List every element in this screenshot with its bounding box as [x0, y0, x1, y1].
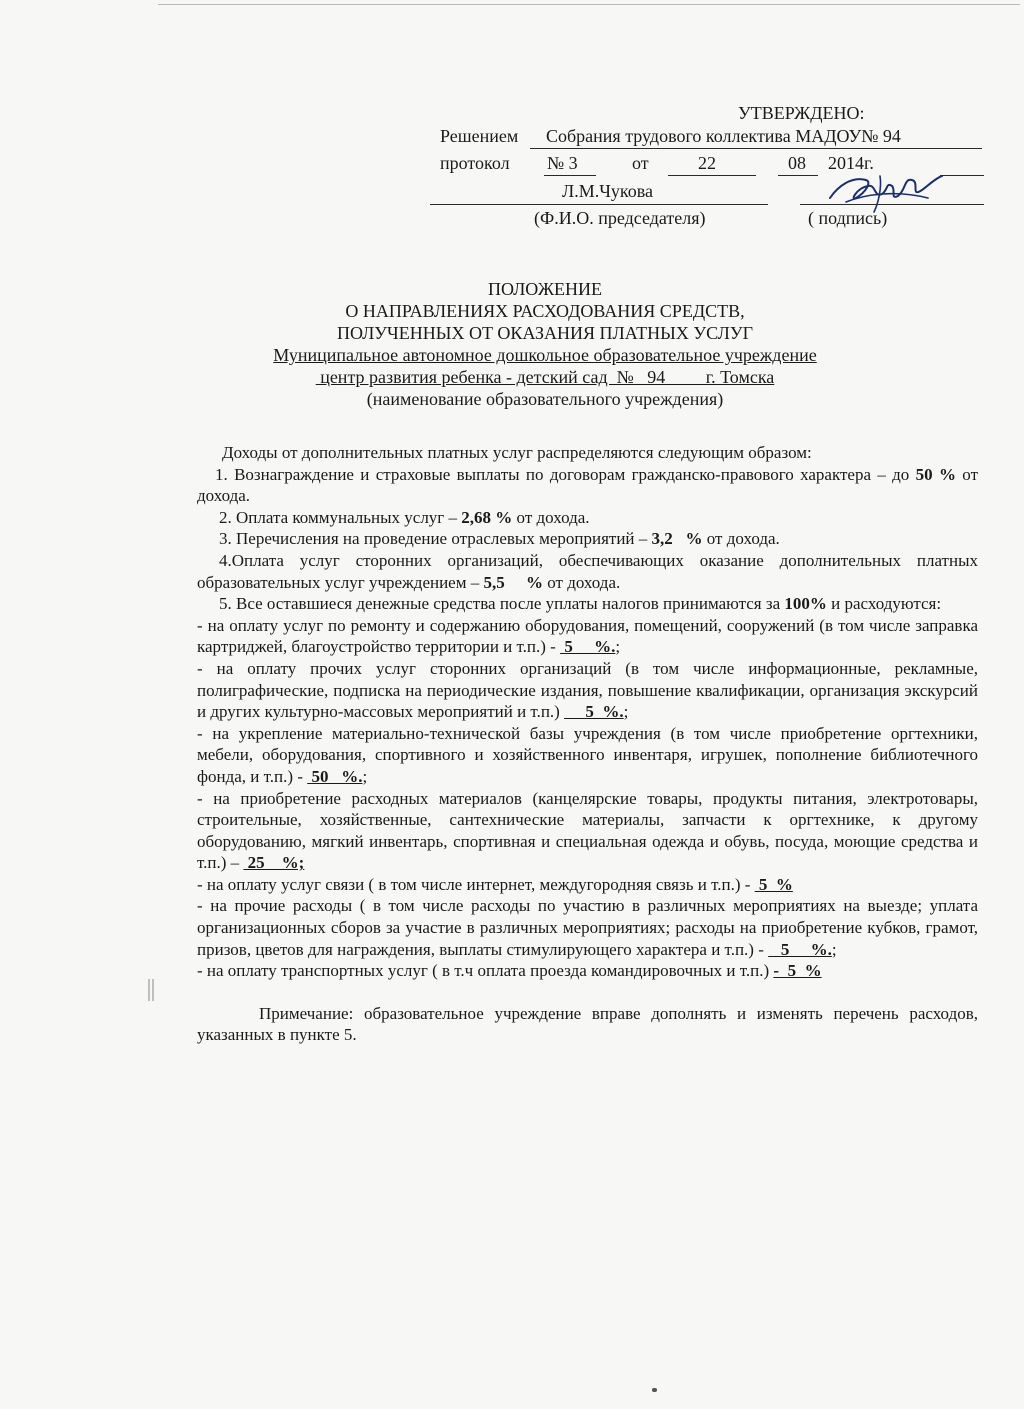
approved-heading: УТВЕРЖДЕНО:: [738, 103, 865, 123]
item-5: [197, 593, 978, 615]
document-body: [197, 442, 978, 1046]
sub-item-other-services-value: 5 %.: [564, 702, 624, 722]
item-2: [197, 507, 978, 529]
handwritten-signature: [826, 168, 946, 218]
sub-item-material-base-value: 50 %.: [307, 766, 363, 786]
item-4-value: 5,5 %: [483, 572, 543, 592]
institution-caption: (наименование образовательного учреждения): [366, 389, 724, 409]
item-2-value: 2,68 %: [461, 507, 513, 527]
sub-item-other-expenses: [197, 895, 978, 960]
date-year: 2014г.: [828, 153, 874, 173]
item-3-tail: от дохода.: [702, 529, 780, 549]
date-month: 08: [788, 153, 806, 173]
sub-item-other-services-text: - на оплату прочих услуг сторонних организаций (в том числе информационные, рекламные, полиграфические, подписка на периодические издания, повышение квалификации, организация экскурсий и других культурно-массовых мероприятий и т.п.): [197, 658, 978, 722]
note-paragraph: Примечание: образовательное учреждение вправе дополнять и изменять перечень расходов, указанных в пункте 5.: [197, 1003, 978, 1045]
decision-body: Собрания трудового коллектива МАДОУ№ 94: [546, 126, 901, 146]
sub-item-material-base-tail: ;: [362, 766, 368, 786]
item-2-text: 2. Оплата коммунальных услуг –: [219, 507, 462, 527]
chair-caption: (Ф.И.О. председателя): [534, 208, 706, 228]
item-3-value: 3,2 %: [651, 529, 703, 549]
date-day-underline: [668, 175, 756, 176]
item-4-text: 4.Оплата услуг сторонних организаций, обеспечивающих оказание дополнительных платных образовательных услуг учреждением –: [197, 550, 978, 592]
item-3-text: 3. Перечисления на проведение отраслевых мероприятий –: [219, 529, 652, 549]
title-line-1: ПОЛОЖЕНИЕ: [488, 279, 602, 299]
document-title-block: [150, 278, 940, 410]
chair-name: Л.М.Чукова: [562, 181, 653, 201]
protocol-label: протокол: [440, 153, 510, 173]
item-5-tail: и расходуются:: [826, 594, 942, 614]
sub-item-other-services: [197, 658, 978, 723]
item-1-tail: от дохода.: [197, 464, 978, 506]
scan-dot: [652, 1388, 657, 1392]
sub-item-transport-text: - на оплату транспортных услуг ( в т.ч оплата проезда командировочных и т.п.): [197, 961, 774, 981]
decision-label: Решением: [440, 126, 519, 146]
margin-mark: [146, 977, 156, 1003]
chair-name-underline: [430, 204, 768, 205]
sub-item-transport: [197, 960, 978, 982]
date-year-underline: [940, 175, 984, 176]
sub-item-repair-tail: ;: [615, 637, 621, 657]
sub-item-material-base: [197, 723, 978, 788]
title-line-3: ПОЛУЧЕННЫХ ОТ ОКАЗАНИЯ ПЛАТНЫХ УСЛУГ: [337, 323, 753, 343]
sub-item-repair-text: - на оплату услуг по ремонту и содержанию оборудования, помещений, сооружений (в том числе заправка картриджей, благоустройство территории и т.п.) -: [197, 615, 978, 657]
item-2-tail: от дохода.: [512, 507, 590, 527]
sub-item-consumables-text: - на приобретение расходных материалов (канцелярские товары, продукты питания, электротовары, строительные, хозяйственные, сантехнические материалы, запчасти к оргтехнике, к другому оборудованию, мягкий инвентарь, спортивная и специальная одежда и обувь, посуда, моющие средства и т.п.) –: [197, 788, 978, 873]
institution-line-1: Муниципальное автономное дошкольное образовательное учреждение: [273, 345, 817, 365]
from-label: от: [632, 153, 649, 173]
intro-paragraph: Доходы от дополнительных платных услуг распределяются следующим образом:: [222, 443, 812, 462]
protocol-number: № 3: [547, 153, 578, 173]
decision-underline: [530, 148, 982, 149]
item-1-text: 1. Вознаграждение и страховые выплаты по договорам гражданско-правового характера – до: [215, 464, 916, 484]
sub-item-other-services-tail: ;: [623, 702, 629, 722]
signature-caption: ( подпись): [808, 208, 888, 228]
sub-item-other-expenses-value: 5 %.: [768, 939, 832, 959]
item-5-text: 5. Все оставшиеся денежные средства после уплаты налогов принимаются за: [219, 594, 785, 614]
item-4-tail: от дохода.: [543, 572, 621, 592]
protocol-number-underline: [544, 175, 596, 176]
sub-item-transport-value: - 5 %: [773, 961, 822, 981]
title-line-2: О НАПРАВЛЕНИЯХ РАСХОДОВАНИЯ СРЕДСТВ,: [345, 301, 745, 321]
item-1: [197, 464, 978, 507]
sub-item-communication-text: - на оплату услуг связи ( в том числе интернет, междугородняя связь и т.п.) -: [197, 874, 755, 894]
item-4: [197, 550, 978, 593]
sub-item-other-expenses-text: - на прочие расходы ( в том числе расходы по участию в различных мероприятиях на выезде; уплата организационных сборов за участие в различных мероприятиях; расходы на приобретение кубков, грамот, призов, цветов для награждения, выплаты стимулирующего характера и т.п.) -: [197, 896, 978, 959]
item-3: [197, 528, 978, 550]
sub-item-consumables-value: 25 %;: [243, 853, 305, 873]
date-month-underline: [778, 175, 818, 176]
item-5-value: 100%: [784, 594, 827, 614]
sub-item-consumables: [197, 788, 978, 874]
date-day: 22: [698, 153, 716, 173]
item-1-value: 50 %: [915, 464, 956, 484]
sub-item-material-base-text: - на укрепление материально-технической базы учреждения (в том числе приобретение оргтехники, мебели, оборудования, спортивного и хозяйственного инвентаря, игрушек, пополнение библиотечного фонда, и т.п.) -: [197, 723, 978, 786]
sub-item-repair: [197, 615, 978, 658]
sub-item-repair-value: 5 %.: [560, 637, 616, 657]
sub-item-communication: [197, 874, 978, 896]
institution-line-2: центр развития ребенка - детский сад № 94 г. Томска: [315, 367, 775, 387]
sub-item-other-expenses-tail: ;: [831, 939, 837, 959]
sub-item-communication-value: 5 %: [754, 874, 793, 894]
